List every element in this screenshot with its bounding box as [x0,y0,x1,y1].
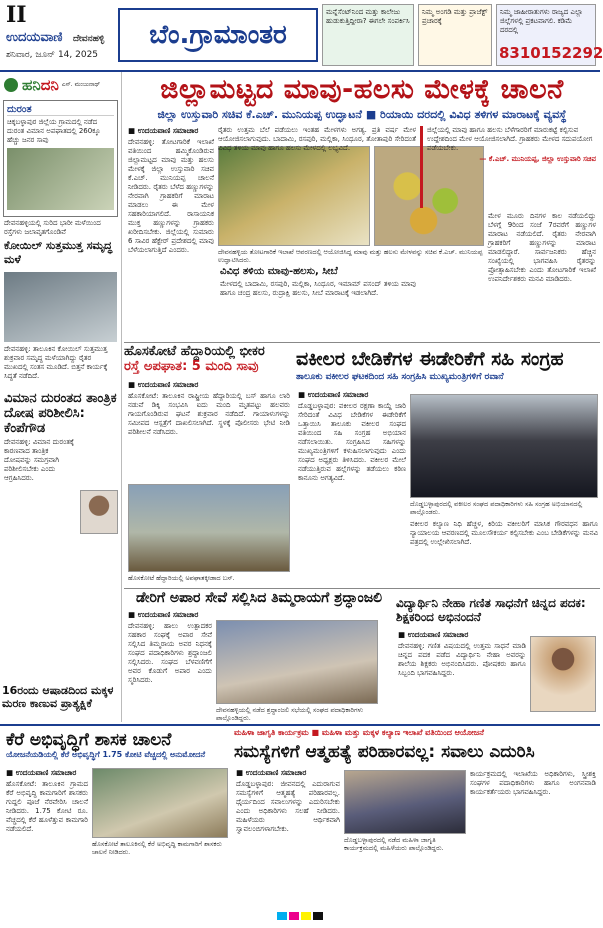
left-column [0,72,122,722]
lake-headline: ಕೆರೆ ಅಭಿವೃದ್ಧಿಗೆ ಶಾಸಕ ಚಾಲನೆ [6,730,172,750]
color-swatch [301,912,311,920]
color-swatch [289,912,299,920]
section-rule [124,342,600,343]
math-body: ದೇವನಹಳ್ಳಿ: ಗಣಿತ ವಿಷಯದಲ್ಲಿ ಉತ್ತಮ ಸಾಧನೆ ಮಾಡಿ ಚಿನ್ನದ ಪದಕ ಪಡೆದ ವಿದ್ಯಾರ್ಥಿನಿ ನೇಹಾ ಅವರನ್ನು ಶಾಲೆಯ ಶಿಕ್ಷಕರು ಅಭಿನಂದಿಸಿದರು. ಪೋಷಕರು ಹಾಗೂ ಸಿಬ್ಬಂದಿ ಭಾಗವಹಿಸಿದ್ದರು. [398,642,526,677]
tribute-headline: ಡೇರಿಗೆ ಅಪಾರ ಸೇವೆ ಸಲ್ಲಿಸಿದ ತಿಮ್ಮರಾಯಗೆ ಶ್ರದ್ಧಾಂಜಲಿ [135,590,383,606]
lawyers-photo [410,394,598,498]
women-photo-caption: ದೊಡ್ಡಬಳ್ಳಾಪುರದಲ್ಲಿ ನಡೆದ ಮಹಿಳಾ ಜಾಗೃತಿ ಕಾರ್ಯಕ್ರಮದಲ್ಲಿ ಮಹಿಳೆಯರು ಪಾಲ್ಗೊಂಡಿದ್ದರು. [344,836,444,852]
lawyers-headline: ವಕೀಲರ ಬೇಡಿಕೆಗಳ ಈಡೇರಿಕೆಗೆ ಸಹಿ ಸಂಗ್ರಹ [296,348,564,370]
rain-headline: ಕೋಯಿಲ್ ಸುತ್ತಮುತ್ತ ಸಮೃದ್ಧ ಮಳೆ [4,239,113,266]
lake-byline: ■ ಉದಯವಾಣಿ ಸಮಾಚಾರ [6,768,77,777]
lake-deck: ಯೋಜನೆಯಡಿಯಲ್ಲಿ ಕೆರೆ ಅಭಿವೃದ್ಧಿಗೆ 1.75 ಕೋಟಿ ವೆಚ್ಚದಲ್ಲಿ ಅನುಮೋದನೆ [6,750,206,759]
lawyers-story [298,390,406,586]
lead-column-2: ರೈತರು ಉತ್ತಮ ಬೆಲೆ ಪಡೆಯಲು ಇಂತಹ ಮೇಳಗಳು ಅಗತ್ಯ. ಪ್ರತಿ ವರ್ಷ ಮೇಳ ಆಯೋಜಿಸಲಾಗುವುದು. ಬಾದಾಮಿ, ರಸಪುರಿ, ಮಲ್ಲಿಕಾ, ಸಿಂಧೂರ, ತೋತಾಪುರಿ ಸೇರಿದಂತೆ ವಿವಿಧ ತಳಿಯ ಮಾವು ಹಾಗೂ ಹಲಸು ಮೇಳದಲ್ಲಿ ಲಭ್ಯವಿದೆ. [218,126,416,152]
paper-title: ಉದಯವಾಣಿ [6,30,63,45]
women-side-column: ಕಾರ್ಯಕ್ರಮದಲ್ಲಿ ಇಲಾಖೆಯ ಅಧಿಕಾರಿಗಳು, ಸ್ತ್ರೀಶಕ್ತಿ ಸಂಘಗಳ ಪದಾಧಿಕಾರಿಗಳು ಹಾಗೂ ಅಂಗನವಾಡಿ ಕಾರ್ಯಕರ್ತೆಯರು ಭಾಗವಹಿಸಿದ್ದರು. [470,770,596,796]
mela-photo [218,146,370,246]
tribute-byline: ■ ಉದಯವಾಣಿ ಸಮಾಚಾರ [128,610,199,619]
brand-logo-icon [4,78,18,92]
varieties-subhead: ವಿವಿಧ ತಳಿಯ ಮಾವು-ಹಲಸು, ಸೀಬೆ [220,266,338,277]
issue-date: ಶನಿವಾರ, ಜೂನ್ 14, 2025 [6,50,99,60]
lake-body: ಹೊಸಕೋಟೆ: ತಾಲೂಕಿನ ಗ್ರಾಮದ ಕೆರೆ ಅಭಿವೃದ್ಧಿ ಕಾಮಗಾರಿಗೆ ಶಾಸಕರು ಗುದ್ದಲಿ ಪೂಜೆ ನೆರವೇರಿಸಿ ಚಾಲನೆ ನೀಡಿದರು. 1.75 ಕೋಟಿ ರೂ. ವೆಚ್ಚದಲ್ಲಿ ಕೆರೆ ಹೂಳೆತ್ತುವ ಕಾಮಗಾರಿ ನಡೆಯಲಿದೆ. [6,780,88,833]
ad3-text: ನಿಮ್ಮ ಜಾಹೀರಾತುಗಳು ರಾಜ್ಯದ ಎಲ್ಲಾ ಜಿಲ್ಲೆಗಳಲ್ಲಿ ಪ್ರಕಟವಾಗಲಿ. ಕಡಿಮೆ ದರದಲ್ಲಿ [500,8,583,34]
accident-headline-a: ಹೊಸಕೋಟೆ ಹೆದ್ದಾರಿಯಲ್ಲಿ ಭೀಕರ [124,344,265,359]
portrait-photo [80,490,118,534]
lake-photo-caption: ಹೊಸಕೋಟೆ ತಾಲೂಕಿನಲ್ಲಿ ಕೆರೆ ಅಭಿವೃದ್ಧಿ ಕಾಮಗಾರಿಗೆ ಶಾಸಕರು ಚಾಲನೆ ನೀಡಿದರು. [92,840,222,856]
brand-name: ಹನಿದನಿ [22,76,59,94]
lead-headline: ಜಿಲ್ಲಾಮಟ್ಟದ ಮಾವು-ಹಲಸು ಮೇಳಕ್ಕೆ ಚಾಲನೆ [160,74,564,105]
accident-byline: ■ ಉದಯವಾಣಿ ಸಮಾಚಾರ [128,380,199,389]
math-byline: ■ ಉದಯವಾಣಿ ಸಮಾಚಾರ [398,630,469,639]
advertisement-3 [496,4,603,66]
tribute-story [128,610,212,720]
math-story [398,630,526,720]
math-award-headline: ವಿದ್ಯಾರ್ಥಿನಿ ನೇಹಾ ಗಣಿತ ಸಾಧನೆಗೆ ಚಿನ್ನದ ಪದಕ: ಶಿಕ್ಷಕರಿಂದ ಅಭಿನಂದನೆ [396,596,586,624]
minister-quote [420,126,596,208]
women-photo [344,770,466,834]
ad1-text: ಮನ್ನೆಸೆಂಟ್‌ನಿಂದ ಮತ್ತು ಕಾಲೇಜು ಹುಡುಕುತ್ತಿದ್ದೀರಾ? ಈಗಲೇ ಸಂಪರ್ಕಿಸಿ [326,8,410,25]
crash-headline: ವಿಮಾನ ದುರಂತದ ತಾಂತ್ರಿಕ ದೋಷ ಪರಿಶೀಲಿಸಿ: ಕೆಂಪೆಗೌಡ [4,391,117,436]
brief-photo [7,148,114,210]
ashada-headline: 16ರಂದು ಆಷಾಡದಿಂದ ಮಕ್ಕಳ ಮರಣ ಕಾಣುವ ಪ್ರಾತ್ಯಕ್ಷಿಕೆ [2,684,114,710]
tribute-body: ದೇವನಹಳ್ಳಿ: ಹಾಲು ಉತ್ಪಾದಕರ ಸಹಕಾರ ಸಂಘಕ್ಕೆ ಅಪಾರ ಸೇವೆ ಸಲ್ಲಿಸಿದ ತಿಮ್ಮರಾಯ ಅವರ ನಿಧನಕ್ಕೆ ಸಂಘದ ಪದಾಧಿಕಾರಿಗಳು ಶ್ರದ್ಧಾಂಜಲಿ ಸಲ್ಲಿಸಿದರು. ಸಂಘದ ಬೆಳವಣಿಗೆಗೆ ಅವರ ಕೊಡುಗೆ ಅಪಾರ ಎಂದು ಸ್ಮರಿಸಿದರು. [128,622,212,684]
brand-author: ಎಸ್. ಮಂಜುನಾಥ್ [61,81,101,88]
paper-name [6,30,104,45]
supplement-title: ಬೆಂ.ಗ್ರಾಮಾಂತರ [118,8,318,62]
bus-accident-photo [128,484,290,572]
lake-photo [92,768,228,838]
lead-body-1: ದೇವನಹಳ್ಳಿ: ತೋಟಗಾರಿಕೆ ಇಲಾಖೆ ವತಿಯಿಂದ ಹಮ್ಮಿಕೊಂಡಿರುವ ಜಿಲ್ಲಾಮಟ್ಟದ ಮಾವು ಮತ್ತು ಹಲಸು ಮೇಳಕ್ಕೆ ಜಿಲ್ಲಾ ಉಸ್ತುವಾರಿ ಸಚಿವ ಕೆ.ಎಚ್. ಮುನಿಯಪ್ಪ ಚಾಲನೆ ನೀಡಿದರು. ರೈತರು ಬೆಳೆದ ಹಣ್ಣುಗಳನ್ನು ನೇರವಾಗಿ ಗ್ರಾಹಕರಿಗೆ ಮಾರಾಟ ಮಾಡಲು ಈ ಮೇಳ ಸಹಕಾರಿಯಾಗಲಿದೆ. ರಾಸಾಯನಿಕ ಮುಕ್ತ ಹಣ್ಣುಗಳನ್ನು ಗ್ರಾಹಕರು ಖರೀದಿಸಬೇಕು. ಜಿಲ್ಲೆಯಲ್ಲಿ ಸುಮಾರು 6 ಸಾವಿರ ಹೆಕ್ಟೇರ್ ಪ್ರದೇಶದಲ್ಲಿ ಮಾವು ಬೆಳೆಯಲಾಗುತ್ತಿದೆ ಎಂದರು. [128,138,214,254]
varieties-body: ಮೇಳದಲ್ಲಿ ಬಾದಾಮಿ, ರಸಪುರಿ, ಮಲ್ಲಿಕಾ, ಸಿಂಧೂರ, ಇಮಾಮ್ ಪಸಂದ್ ತಳಿಯ ಮಾವು ಹಾಗೂ ಚಂದ್ರ ಹಲಸು, ರುದ್ರಾಕ್ಷಿ ಹಲಸು, ಸೀಬೆ ಮಾರಾಟಕ್ಕೆ ಇಡಲಾಗಿದೆ. [220,280,416,297]
advertisement-2 [418,4,492,66]
women-program-strip: ಮಹಿಳಾ ಜಾಗೃತಿ ಕಾರ್ಯಕ್ರಮ ■ ಮಹಿಳಾ ಮತ್ತು ಮಕ್ಕಳ ಕಲ್ಯಾಣ ಇಲಾಖೆ ವತಿಯಿಂದ ಆಯೋಜನೆ [234,728,484,737]
page-number: II [6,2,27,28]
tribute-photo-caption: ದೇವನಹಳ್ಳಿಯಲ್ಲಿ ನಡೆದ ಶ್ರದ್ಧಾಂಜಲಿ ಸಭೆಯಲ್ಲಿ ಸಂಘದ ಪದಾಧಿಕಾರಿಗಳು ಪಾಲ್ಗೊಂಡಿದ್ದರು. [216,706,364,722]
bottom-section-rule [0,724,600,726]
brief-box [3,100,118,217]
accident-body: ಹೊಸಕೋಟೆ: ತಾಲೂಕಿನ ರಾಷ್ಟ್ರೀಯ ಹೆದ್ದಾರಿಯಲ್ಲಿ ಬಸ್ ಹಾಗೂ ಲಾರಿ ನಡುವೆ ಡಿಕ್ಕಿ ಸಂಭವಿಸಿ ಐದು ಮಂದಿ ಮೃತಪಟ್ಟು ಹಲವರು ಗಾಯಗೊಂಡಿರುವ ಘಟನೆ ಶುಕ್ರವಾರ ನಡೆದಿದೆ. ಗಾಯಾಳುಗಳನ್ನು ಸಮೀಪದ ಆಸ್ಪತ್ರೆಗೆ ದಾಖಲಿಸಲಾಗಿದೆ. ಸ್ಥಳಕ್ಕೆ ಪೊಲೀಸರು ಭೇಟಿ ನೀಡಿ ಪರಿಶೀಲನೆ ನಡೆಸಿದರು. [128,392,290,436]
accident-headline [124,344,292,374]
student-photo [530,636,596,712]
rain-body: ದೇವನಹಳ್ಳಿ: ತಾಲೂಕಿನ ಕೋಯಿಲ್ ಸುತ್ತಮುತ್ತ ಶುಕ್ರವಾರ ಸಮೃದ್ಧ ಮಳೆಯಾಗಿದ್ದು ರೈತರ ಮುಖದಲ್ಲಿ ಸಂತಸ ಮೂಡಿದೆ. ಬಿತ್ತನೆ ಕಾರ್ಯಕ್ಕೆ ಸಿದ್ಧತೆ ನಡೆದಿದೆ. [4,345,108,380]
brief-text: ಚಿಕ್ಕಬಳ್ಳಾಪುರ ಜಿಲ್ಲೆಯ ಗ್ರಾಮದಲ್ಲಿ ನಡೆದ ದುರಂತ ವಿಮಾನ ಅಪಘಾತದಲ್ಲಿ 260ಕ್ಕೂ ಹೆಚ್ಚು ಜನರ ಸಾವು [7,118,101,144]
brief-heading: ದುರಂತ [7,104,114,116]
lead-side-column: ಮೇಳ ಮೂರು ದಿನಗಳ ಕಾಲ ನಡೆಯಲಿದ್ದು ಬೆಳಗ್ಗೆ 9ರಿಂದ ಸಂಜೆ 7ರವರೆಗೆ ಹಣ್ಣುಗಳ ಮಾರಾಟ ನಡೆಯಲಿದೆ. ರೈತರು ನೇರವಾಗಿ ಗ್ರಾಹಕರಿಗೆ ಹಣ್ಣುಗಳನ್ನು ಮಾರಾಟ ಮಾಡಲಿದ್ದಾರೆ. ಸಾರ್ವಜನಿಕರು ಹೆಚ್ಚಿನ ಸಂಖ್ಯೆಯಲ್ಲಿ ಭಾಗವಹಿಸಿ ರೈತರನ್ನು ಪ್ರೋತ್ಸಾಹಿಸಬೇಕು ಎಂದು ತೋಟಗಾರಿಕೆ ಇಲಾಖೆ ಉಪನಿರ್ದೇಶಕರು ಮನವಿ ಮಾಡಿದರು. [488,212,596,283]
lawyers-body: ದೊಡ್ಡಬಳ್ಳಾಪುರ: ವಕೀಲರ ರಕ್ಷಣಾ ಕಾಯ್ದೆ ಜಾರಿ ಸೇರಿದಂತೆ ವಿವಿಧ ಬೇಡಿಕೆಗಳ ಈಡೇರಿಕೆಗೆ ಒತ್ತಾಯಿಸಿ ತಾಲೂಕು ವಕೀಲರ ಸಂಘದ ವತಿಯಿಂದ ಸಹಿ ಸಂಗ್ರಹ ಅಭಿಯಾನ ನಡೆಸಲಾಯಿತು. ಸಂಗ್ರಹಿಸಿದ ಸಹಿಗಳನ್ನು ಮುಖ್ಯಮಂತ್ರಿಗಳಿಗೆ ಕಳುಹಿಸಲಾಗುವುದು ಎಂದು ಸಂಘದ ಅಧ್ಯಕ್ಷರು ತಿಳಿಸಿದರು. ವಕೀಲರ ಮೇಲೆ ನಡೆಯುತ್ತಿರುವ ಹಲ್ಲೆಗಳನ್ನು ತಡೆಯಲು ಕಠಿಣ ಕಾನೂನು ಅಗತ್ಯವಿದೆ. [298,402,406,482]
women-body: ದೊಡ್ಡಬಳ್ಳಾಪುರ: ಜೀವನದಲ್ಲಿ ಎದುರಾಗುವ ಸಮಸ್ಯೆಗಳಿಗೆ ಆತ್ಮಹತ್ಯೆ ಪರಿಹಾರವಲ್ಲ. ಧೈರ್ಯದಿಂದ ಸವಾಲುಗಳನ್ನು ಎದುರಿಸಬೇಕು ಎಂದು ಅಧಿಕಾರಿಗಳು ಸಲಹೆ ನೀಡಿದರು. ಮಹಿಳೆಯರು ಆರ್ಥಿಕವಾಗಿ ಸ್ವಾವಲಂಬಿಗಳಾಗಬೇಕು. [236,780,340,833]
ad-phone-number: 8310152292 [499,44,603,62]
accident-story [128,380,290,480]
rain-photo [4,272,117,342]
crash-body: ದೇವನಹಳ್ಳಿ: ವಿಮಾನ ದುರಂತಕ್ಕೆ ಕಾರಣವಾದ ತಾಂತ್ರಿಕ ದೋಷವನ್ನು ಸಮಗ್ರವಾಗಿ ಪರಿಶೀಲಿಸಬೇಕು ಎಂದು ಆಗ್ರಹಿಸಿದರು. [4,438,75,482]
left-photo-caption: ದೇವನಹಳ್ಳಿಯಲ್ಲಿ ಸುರಿದ ಭಾರೀ ಮಳೆಯಿಂದ ರಸ್ತೆಗಳು ಜಲಾವೃತಗೊಂಡಿವೆ [4,219,101,236]
color-swatch [313,912,323,920]
quote-attribution: — ಕೆ.ಎಚ್. ಮುನಿಯಪ್ಪ, ಜಿಲ್ಲಾ ಉಸ್ತುವಾರಿ ಸಚಿವ [479,155,596,163]
women-byline: ■ ಉದಯವಾಣಿ ಸಮಾಚಾರ [236,768,307,777]
lawyers-byline: ■ ಉದಯವಾಣಿ ಸಮಾಚಾರ [298,390,369,399]
masthead [0,0,603,70]
tribute-photo [216,620,378,704]
bus-photo-caption: ಹೊಸಕೋಟೆ ಹೆದ್ದಾರಿಯಲ್ಲಿ ಅಪಘಾತಕ್ಕೀಡಾದ ಬಸ್. [128,574,235,582]
lead-column-1 [128,126,214,340]
lawyers-side-column: ವಕೀಲರ ಕಲ್ಯಾಣ ನಿಧಿ ಹೆಚ್ಚಳ, ಕಿರಿಯ ವಕೀಲರಿಗೆ ಮಾಸಿಕ ಗೌರವಧನ ಹಾಗೂ ನ್ಯಾಯಾಲಯ ಆವರಣದಲ್ಲಿ ಮೂಲಸೌಕರ್ಯ ಕಲ್ಪಿಸಬೇಕು ಎಂಬ ಬೇಡಿಕೆಗಳನ್ನು ಮನವಿ ಪತ್ರದಲ್ಲಿ ಉಲ್ಲೇಖಿಸಲಾಗಿದೆ. [410,520,598,546]
edition-name: ದೇವನಹಳ್ಳಿ [73,34,105,44]
section-rule-2 [124,588,600,589]
women-story [236,768,340,908]
lake-story [6,768,88,908]
print-color-bar [0,912,600,920]
mela-photo-caption: ದೇವನಹಳ್ಳಿಯ ತೋಟಗಾರಿಕೆ ಇಲಾಖೆ ಆವರಣದಲ್ಲಿ ಆಯೋಜಿಸಿದ್ದ ಮಾವು ಮತ್ತು ಹಲಸು ಮೇಳವನ್ನು ಸಚಿವ ಕೆ.ಎಚ್. ಮುನಿಯಪ್ಪ ಉದ್ಘಾಟಿಸಿದರು. [218,248,483,264]
quote-text: ಜಿಲ್ಲೆಯಲ್ಲಿ ಮಾವು ಹಾಗೂ ಹಲಸು ಬೆಳೆಗಾರರಿಗೆ ಮಾರುಕಟ್ಟೆ ಕಲ್ಪಿಸುವ ಉದ್ದೇಶದಿಂದ ಮೇಳ ಆಯೋಜಿಸಲಾಗಿದೆ. ಗ್ರಾಹಕರು ಮೇಳದ ಸದುಪಯೋಗ ಪಡೆಯಬೇಕು. [427,126,593,152]
lead-byline: ■ ಉದಯವಾಣಿ ಸಮಾಚಾರ [128,126,199,135]
lead-deck: ಜಿಲ್ಲಾ ಉಸ್ತುವಾರಿ ಸಚಿವ ಕೆ.ಎಚ್. ಮುನಿಯಪ್ಪ ಉದ್ಘಾಟನೆ ■ ರಿಯಾಯಿ ದರದಲ್ಲಿ ವಿವಿಧ ತಳಿಗಳ ಮಾರಾಟಕ್ಕೆ ವ್ಯವಸ್ಥೆ [157,108,567,121]
lawyers-photo-caption: ದೊಡ್ಡಬಳ್ಳಾಪುರದಲ್ಲಿ ವಕೀಲರ ಸಂಘದ ಪದಾಧಿಕಾರಿಗಳು ಸಹಿ ಸಂಗ್ರಹ ಅಭಿಯಾನದಲ್ಲಿ ಪಾಲ್ಗೊಂಡರು. [410,500,583,516]
lawyers-deck: ತಾಲೂಕು ವಕೀಲರ ಘಟಕದಿಂದ ಸಹಿ ಸಂಗ್ರಹಿಸಿ ಮುಖ್ಯಮಂತ್ರಿಗಳಿಗೆ ರವಾನೆ [296,372,504,382]
column-brand [0,72,121,98]
advertisement-1 [322,4,414,66]
women-headline: ಸಮಸ್ಯೆಗಳಿಗೆ ಆತ್ಮಹತ್ಯೆ ಪರಿಹಾರವಲ್ಲ: ಸವಾಲು ಎದುರಿಸಿ [234,742,535,762]
ad2-text: ನಿಮ್ಮ ಅಂಗಡಿ ಮತ್ತು ಪ್ರಾಜೆಕ್ಟ್ ಪ್ರಚಾರಕ್ಕೆ [422,8,488,25]
color-swatch [277,912,287,920]
accident-headline-b: ರಸ್ತೆ ಅಪಘಾತ: 5 ಮಂದಿ ಸಾವು [124,359,259,374]
